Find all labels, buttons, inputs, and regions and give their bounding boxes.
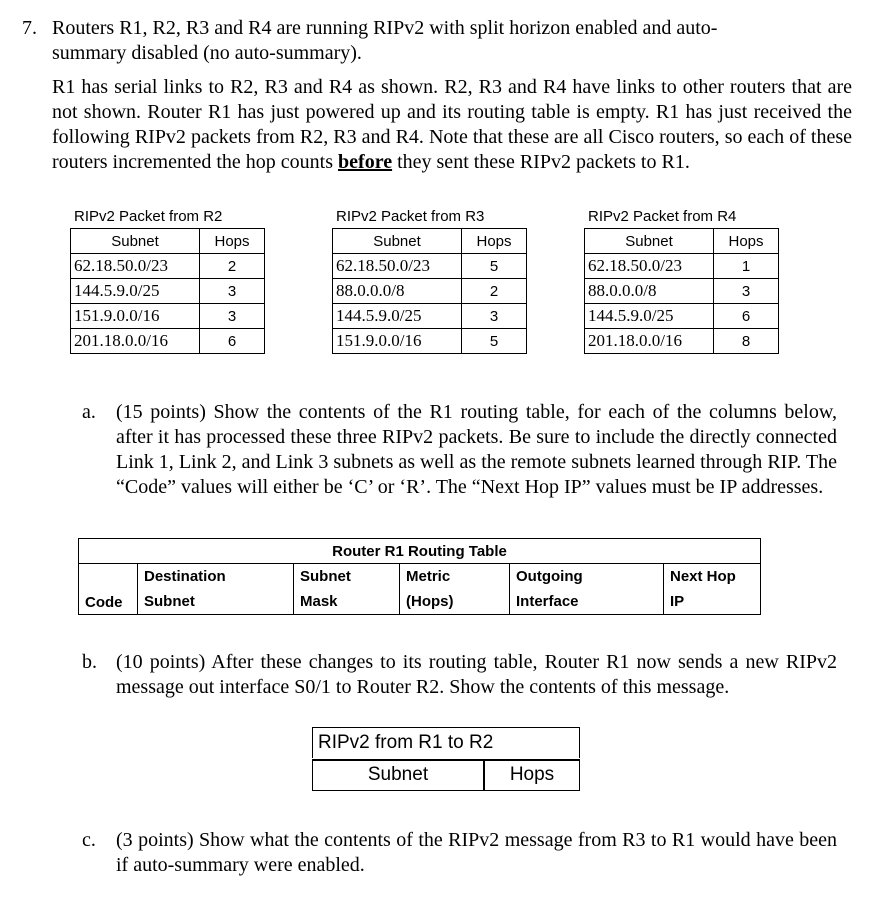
col-subnet: Subnet [71, 229, 200, 254]
part-c-text: (3 points) Show what the contents of the RIPv2 message from R3 to R1 would have been if auto-summary were enabled. [116, 829, 837, 876]
question-number: 7. [22, 17, 37, 39]
col-subnet: Subnet [333, 229, 462, 254]
paragraph-text-end: they sent these RIPv2 packets to R1. [392, 151, 690, 173]
routing-table-title: Router R1 Routing Table [79, 539, 761, 564]
cell-hops: 3 [200, 279, 265, 304]
col-hops: Hops [714, 229, 779, 254]
table-row [71, 254, 265, 279]
col-next-hop: Next Hop IP [664, 564, 761, 615]
part-c [82, 828, 837, 878]
table-row [585, 329, 779, 354]
table-row [585, 279, 779, 304]
cell-hops: 6 [714, 304, 779, 329]
cell-subnet: 201.18.0.0/16 [585, 329, 714, 354]
r1-to-r2-title-cell [312, 727, 580, 758]
table-row [71, 304, 265, 329]
col-destination: Destination Subnet [138, 564, 294, 615]
table-row [333, 279, 527, 304]
r1-to-r2-table [312, 727, 580, 791]
packet-r4 [584, 208, 779, 354]
cell-subnet: 88.0.0.0/8 [585, 279, 714, 304]
cell-subnet: 88.0.0.0/8 [333, 279, 462, 304]
part-b-label: b. [82, 651, 97, 673]
r1-to-r2-header-row [312, 759, 580, 791]
cell-hops: 5 [462, 329, 527, 354]
cell-hops: 5 [462, 254, 527, 279]
part-a-text: (15 points) Show the contents of the R1 routing table, for each of the columns below, after it has processed these three RIPv2 packets. Be sure to include the directly connected Link 1, Link 2, and Link 3 subnets as well as the remote subnets learned through RIP. The “Code” values will either be ‘C’ or ‘R’. The “Next Hop IP” values must be IP addresses. [116, 401, 837, 498]
cell-subnet: 151.9.0.0/16 [71, 304, 200, 329]
part-b [82, 650, 837, 700]
cell-hops: 3 [462, 304, 527, 329]
packet-table [332, 228, 527, 354]
packet-table [70, 228, 265, 354]
packet-table [584, 228, 779, 354]
question-paragraph [52, 75, 852, 175]
cell-hops: 1 [714, 254, 779, 279]
col-code: Code [79, 564, 138, 615]
part-a-label: a. [82, 401, 96, 423]
cell-subnet: 144.5.9.0/25 [71, 279, 200, 304]
table-row [585, 254, 779, 279]
routing-table [78, 538, 761, 615]
table-row [585, 304, 779, 329]
col-hops: Hops [462, 229, 527, 254]
col-metric: Metric (Hops) [400, 564, 510, 615]
table-row [71, 279, 265, 304]
packet-title: RIPv2 Packet from R4 [588, 208, 737, 225]
col-hops: Hops [200, 229, 265, 254]
packet-title: RIPv2 Packet from R2 [74, 208, 223, 225]
r1-to-r2-col-subnet: Subnet [367, 764, 429, 785]
r1-to-r2-col-hops: Hops [509, 764, 555, 785]
table-row [333, 304, 527, 329]
question-intro-line1: Routers R1, R2, R3 and R4 are running RIPv2 with split horizon enabled and auto- [52, 17, 718, 39]
question-intro-line2: summary disabled (no auto-summary). [52, 42, 362, 64]
part-b-text: (10 points) After these changes to its routing table, Router R1 now sends a new RIPv2 message out interface S0/1 to Router R2. Show the contents of this message. [116, 651, 837, 698]
cell-subnet: 151.9.0.0/16 [333, 329, 462, 354]
cell-hops: 2 [462, 279, 527, 304]
question-intro [52, 16, 852, 66]
cell-hops: 8 [714, 329, 779, 354]
cell-subnet: 144.5.9.0/25 [585, 304, 714, 329]
cell-hops: 6 [200, 329, 265, 354]
packet-title: RIPv2 Packet from R3 [336, 208, 485, 225]
table-row [71, 329, 265, 354]
cell-subnet: 201.18.0.0/16 [71, 329, 200, 354]
table-row [333, 329, 527, 354]
cell-hops: 2 [200, 254, 265, 279]
table-row [333, 254, 527, 279]
packet-r3 [332, 208, 527, 354]
part-a [82, 400, 837, 500]
r1-to-r2-title: RIPv2 from R1 to R2 [318, 732, 494, 753]
cell-hops: 3 [714, 279, 779, 304]
cell-subnet: 62.18.50.0/23 [585, 254, 714, 279]
col-mask: Subnet Mask [294, 564, 400, 615]
packet-r2 [70, 208, 265, 354]
col-interface: Outgoing Interface [510, 564, 664, 615]
paragraph-text: R1 has serial links to R2, R3 and R4 as shown. R2, R3 and R4 have links to other routers that are not shown. Router R1 has just powered up and its routing table is empty. R1 has just received the following RIPv2 packets from R2, R3 and R4. Note that these are all Cisco routers, so each of these routers incremented the hop counts [52, 76, 852, 173]
cell-subnet: 144.5.9.0/25 [333, 304, 462, 329]
col-subnet: Subnet [585, 229, 714, 254]
cell-hops: 3 [200, 304, 265, 329]
cell-subnet: 62.18.50.0/23 [71, 254, 200, 279]
part-c-label: c. [82, 829, 96, 851]
paragraph-emphasis: before [338, 151, 393, 173]
cell-subnet: 62.18.50.0/23 [333, 254, 462, 279]
